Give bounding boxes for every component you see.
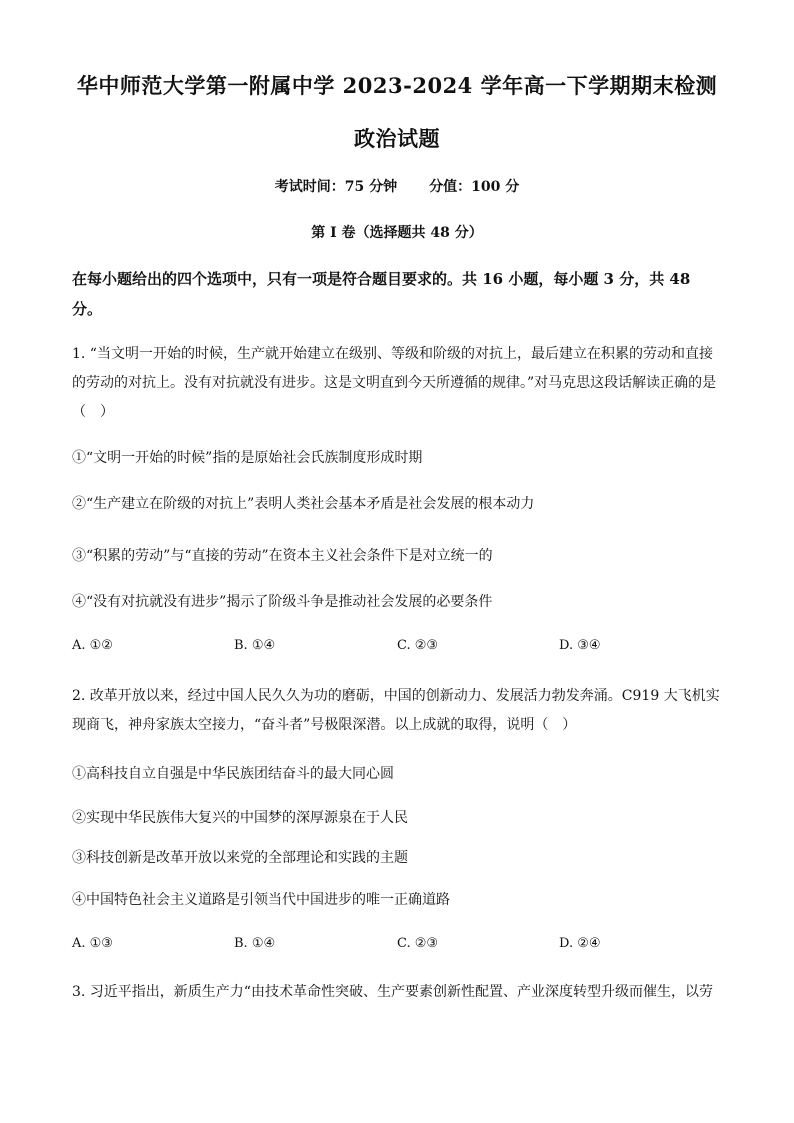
instructions: 在每小题给出的四个选项中，只有一项是符合题目要求的。共 16 小题，每小题 3 分，共 48 分。	[72, 270, 691, 318]
exam-title: 华中师范大学第一附属中学 2023-2024 学年高一下学期期末检测	[76, 73, 718, 98]
question-2-options	[72, 936, 722, 956]
question-3-stem: 3. 习近平指出，新质生产力“由技术革命性突破、生产要素创新性配置、产业深度转型升级而催生，以劳	[72, 984, 713, 1000]
option-a: A. ①③	[72, 936, 113, 951]
option-d: D. ③④	[559, 638, 601, 653]
question-1-stem: 1. “当文明一开始的时候，生产就开始建立在级别、等级和阶级的对抗上，最后建立在积累的劳动和直接的劳动的对抗上。没有对抗就没有进步。这是文明直到今天所遵循的规律。”对马克思这段话解读正确的是（ ）	[72, 346, 717, 420]
exam-subject-title: 政治试题	[354, 126, 440, 151]
option-c: C. ②③	[397, 638, 439, 653]
exam-meta	[0, 176, 794, 196]
option-d: D. ②④	[559, 936, 601, 951]
question-2-statement: ③科技创新是改革开放以来党的全部理论和实践的主题	[72, 850, 408, 866]
question-1-statement: ②“生产建立在阶级的对抗上”表明人类社会基本矛盾是社会发展的根本动力	[72, 496, 535, 512]
question-1-options	[72, 638, 722, 658]
option-a: A. ①②	[72, 638, 113, 653]
question-2-statement: ②实现中华民族伟大复兴的中国梦的深厚源泉在于人民	[72, 810, 408, 826]
question-2-stem: 2. 改革开放以来，经过中国人民久久为功的磨砺，中国的创新动力、发展活力勃发奔涌。C919 大飞机实现商飞，神舟家族太空接力，“奋斗者”号极限深潜。以上成就的取得，说明（ ）	[72, 688, 720, 733]
section-heading: 第 I 卷（选择题共 48 分）	[311, 225, 483, 241]
question-1-statement: ①“文明一开始的时候”指的是原始社会氏族制度形成时期	[72, 450, 423, 466]
exam-time: 考试时间：75 分钟	[274, 179, 398, 195]
question-2-statement: ①高科技自立自强是中华民族团结奋斗的最大同心圆	[72, 766, 394, 782]
question-2-statement: ④中国特色社会主义道路是引领当代中国进步的唯一正确道路	[72, 892, 450, 908]
option-b: B. ①④	[234, 936, 276, 951]
option-b: B. ①④	[234, 638, 276, 653]
question-1-statement: ④“没有对抗就没有进步”揭示了阶级斗争是推动社会发展的必要条件	[72, 594, 493, 610]
question-1-statement: ③“积累的劳动”与“直接的劳动”在资本主义社会条件下是对立统一的	[72, 548, 493, 564]
option-c: C. ②③	[397, 936, 439, 951]
exam-score: 分值：100 分	[429, 179, 520, 195]
